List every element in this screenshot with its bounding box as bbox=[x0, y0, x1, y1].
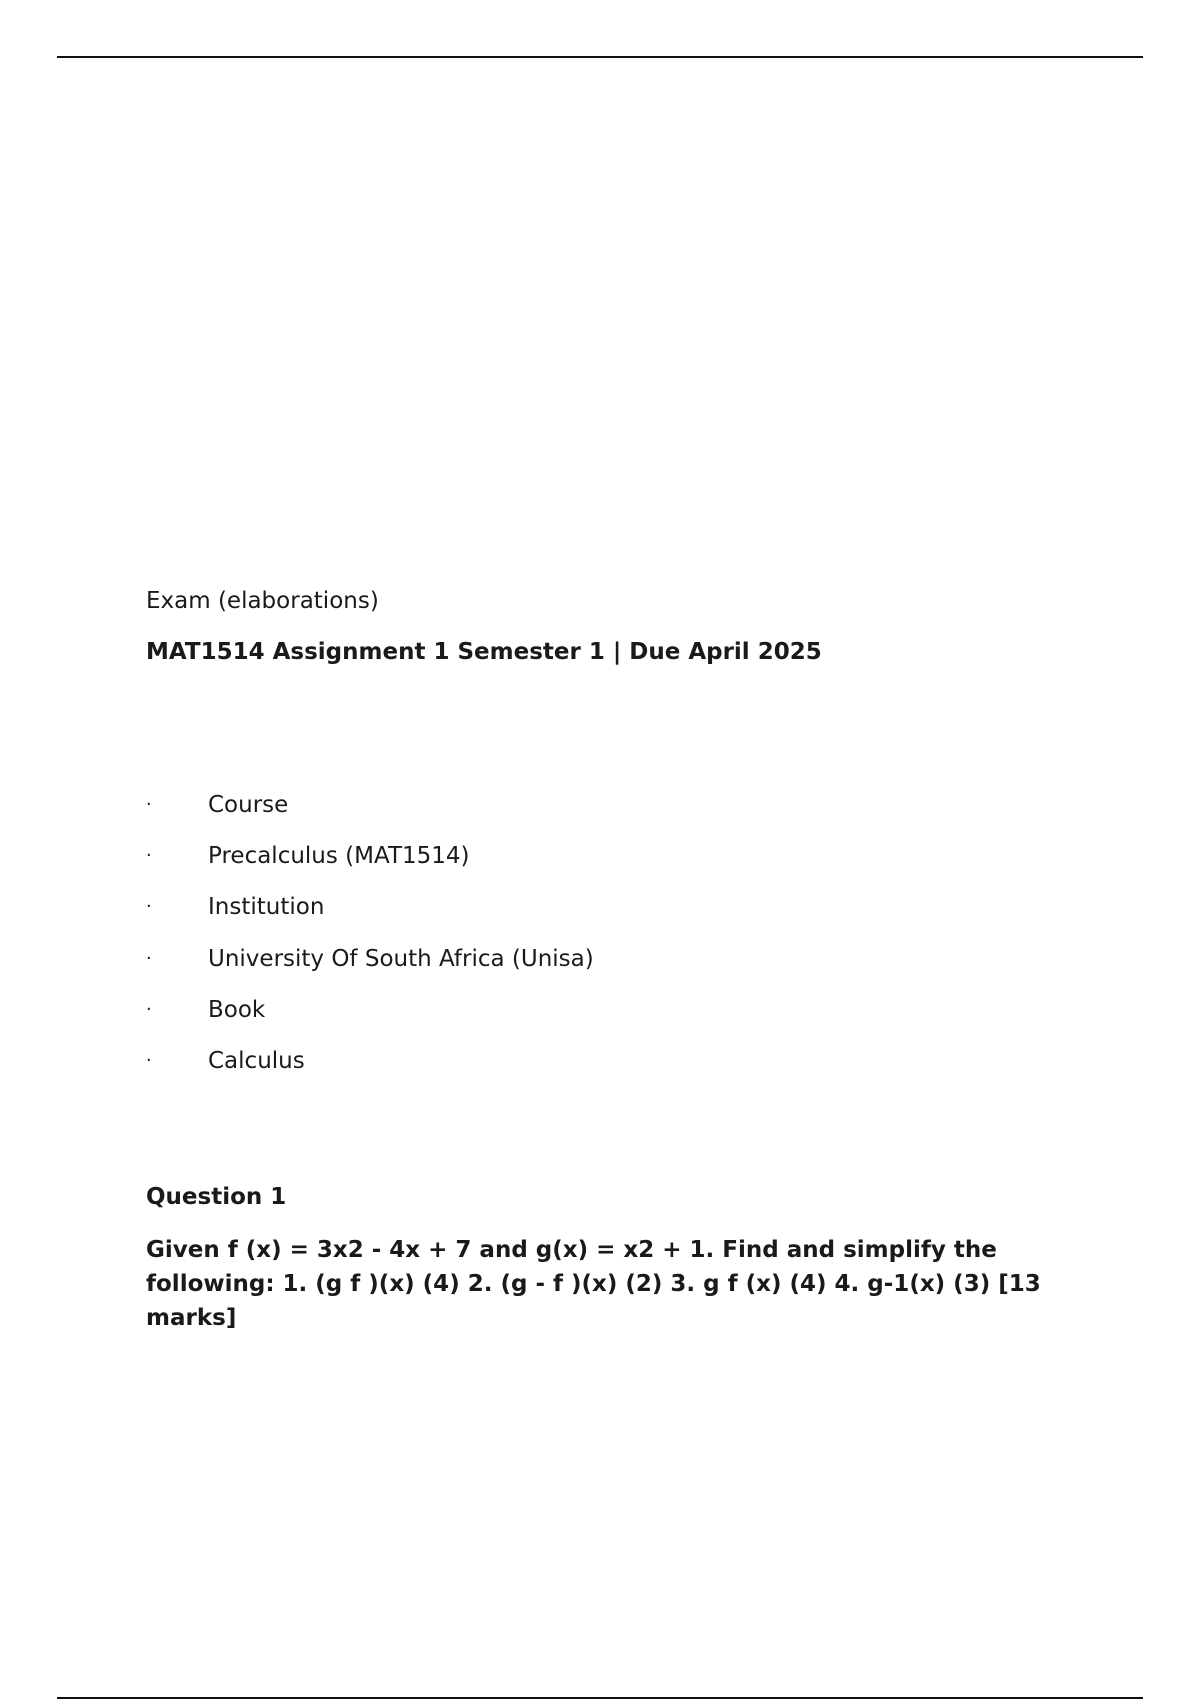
bottom-divider bbox=[57, 1697, 1143, 1699]
bullet-icon: · bbox=[146, 845, 152, 867]
question-text: Given f (x) = 3x2 - 4x + 7 and g(x) = x2 + 1. Find and simplify the following: 1. (g f )(x) (4) 2. (g - f )(x) (2) 3. g f (x) (4) 4. g-1(x) (3) [13 marks] bbox=[146, 1237, 1041, 1331]
meta-item-label: Course bbox=[208, 792, 289, 818]
document-title: MAT1514 Assignment 1 Semester 1 | Due April 2025 bbox=[146, 639, 822, 665]
bullet-icon: · bbox=[146, 794, 152, 815]
bullet-icon: · bbox=[146, 998, 152, 1020]
question-heading: Question 1 bbox=[146, 1184, 287, 1210]
meta-item-label: University Of South Africa (Unisa) bbox=[208, 945, 594, 972]
document-type-label: Exam (elaborations) bbox=[146, 588, 379, 614]
meta-item-label: Calculus bbox=[208, 1047, 305, 1074]
top-divider bbox=[57, 56, 1143, 58]
bullet-icon: · bbox=[146, 1049, 152, 1071]
bullet-icon: · bbox=[146, 896, 152, 918]
meta-item-label: Precalculus (MAT1514) bbox=[208, 843, 470, 870]
meta-item-label: Book bbox=[208, 996, 266, 1023]
bullet-icon: · bbox=[146, 947, 152, 969]
meta-item-label: Institution bbox=[208, 894, 325, 921]
